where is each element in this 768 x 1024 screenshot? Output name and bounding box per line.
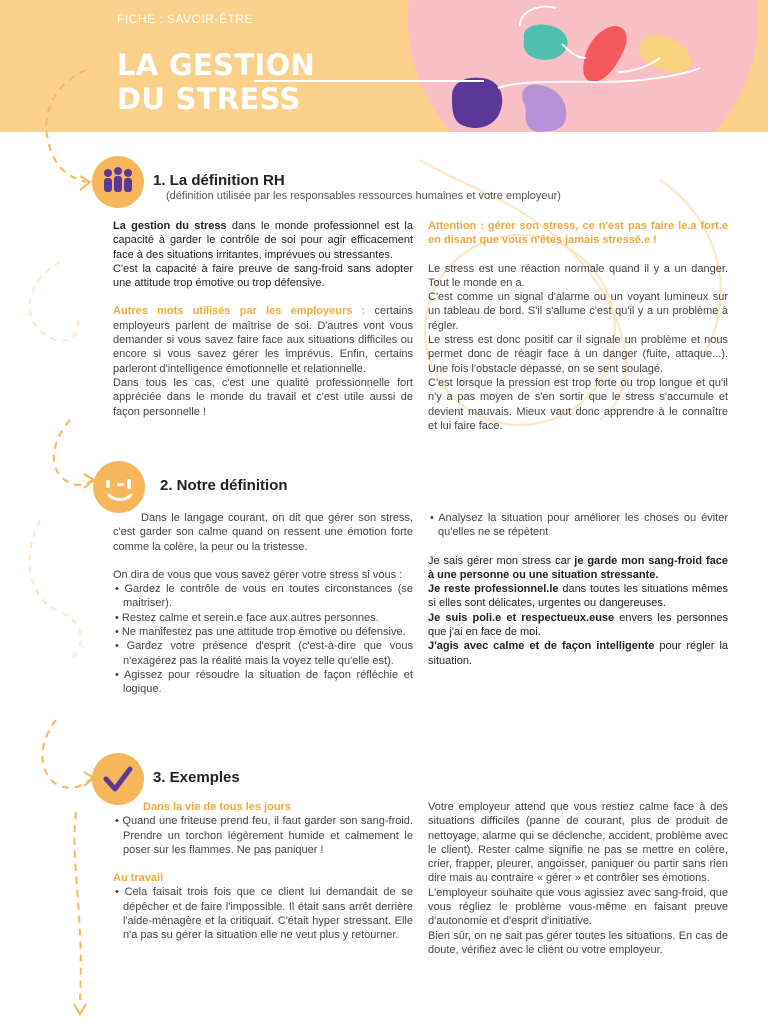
s1-other-words-text: certains employeurs parlent de maîtrise de soi. D'autres vont vous demander si vous savez faire face aux situations difficiles ou encore si vous savez gérer les imprévus. Enfin, certains parleront d'intelligence émotionnelle et relationnelle. xyxy=(113,305,413,375)
s1-definition: dans le monde professionnel est la capacité à garder le contrôle de soi pour agir efficacement face à des situations irritantes, imprévues ou stressantes. xyxy=(113,220,413,261)
s2-stmt4-b: pour régler la situation. xyxy=(428,640,728,667)
section-1-heading: 1. La définition RH xyxy=(153,172,285,189)
s2-bullet: • Gardez votre présence d'esprit (c'est-à-dire que vous n'exagérez pas la réalité mais la voyez telle qu'elle est). xyxy=(115,640,413,667)
section-3-right-column xyxy=(428,800,728,957)
s2-stmt4-a: J'agis avec calme et de façon intelligente xyxy=(428,640,655,653)
s2-stmt2-a: Je reste professionnel.le xyxy=(428,583,559,596)
title-line-2: DU STRESS xyxy=(117,82,301,116)
s3-bullet-daily: • Quand une friteuse prend feu, il faut garder son sang-froid. Prendre un torchon légèrement humide et calmement le poser sur les flammes. Ne pas paniquer ! xyxy=(115,815,413,856)
s3-bullet-work: • Cela faisait trois fois que ce client lui demandait de se dépêcher et de faire l'impossible. Il était sans arrêt derrière l'aide-ménagère et la critiquait. C'était hyper stressant. Elle n'a pas su gérer la situation elle ne veut plus y retourner. xyxy=(115,886,413,942)
s2-stmt3-b: envers les personnes que j'ai en face de moi. xyxy=(428,611,728,639)
section-2-heading: 2. Notre définition xyxy=(160,477,288,494)
s1-definition-2: C'est la capacité à faire preuve de sang-froid sans adopter une attitude trop émotive ou trop défensive. xyxy=(113,262,413,290)
s3-right-p2: L'employeur souhaite que vous agissiez avec sang-froid, que vous régliez le problème vous-même en faisant preuve d'autonomie et d'esprit d'initiative. xyxy=(428,886,728,928)
s1-right-p3: Le stress est donc positif car il signale un problème et nous permet donc de réagir face à un danger (fuite, attaque...). Une fois l'obstacle dépassé, on se sent soulagé. xyxy=(428,334,728,375)
s1-right-p4: C'est lorsque la pression est trop forte ou trop longue et qu'il n'y a pas moyen de s'en sortir que le stress s'accumule et devient mauvais. Mieux vaut donc apprendre à le connaître et lui faire face. xyxy=(428,376,728,432)
page-title xyxy=(117,48,315,116)
title-line-1: LA GESTION xyxy=(117,48,316,82)
s3-label-daily: Dans la vie de tous les jours xyxy=(143,801,291,813)
s2-bullet: • Agissez pour résoudre la situation de façon réfléchie et logique. xyxy=(115,668,413,696)
section-2-right-column xyxy=(428,511,728,668)
sheet-tag: FICHE : SAVOIR-ÊTRE xyxy=(117,12,253,26)
s2-stmt1-b: je garde mon sang-froid face à une personne ou une situation stressante. xyxy=(428,554,728,581)
header-pink-shape xyxy=(408,0,758,132)
s3-label-work: Au travail xyxy=(113,872,164,885)
s2-bullet: • Gardez le contrôle de vous en toutes circonstances (se maitriser). xyxy=(115,583,413,610)
s1-right-p2: C'est comme un signal d'alarme ou un voyant lumineux sur un tableau de bord. S'il s'allume c'est qu'il y a un problème à régler. xyxy=(428,291,728,332)
s2-stmt1-a: Je sais gérer mon stress car xyxy=(428,554,575,567)
section-1-right-column xyxy=(428,219,728,433)
s2-stmt2-b: dans toutes les situations mêmes si elles sont délicates, urgentes ou dangereuses. xyxy=(428,583,728,610)
people-icon xyxy=(92,156,144,208)
s1-other-words-label: Autres mots utilisés par les employeurs : xyxy=(113,305,366,318)
s2-right-bullet: • Analysez la situation pour améliorer les choses ou éviter qu'elles ne se répètent xyxy=(430,512,728,539)
section-3-left-column xyxy=(113,800,413,943)
smile-face-icon xyxy=(93,461,145,513)
s1-right-p1: Le stress est une réaction normale quand il y a un danger. Tout le monde en a. xyxy=(428,262,728,289)
s3-right-p3: Bien sûr, on ne sait pas gérer toutes les situations. En cas de doute, vérifiez avec le client ou votre employeur. xyxy=(428,929,728,956)
s2-p1: Dans le langage courant, on dit que gérer son stress, c'est garder son calme quand on ressent une émotion forte comme la colère, la peur ou la tristesse. xyxy=(113,512,413,553)
section-2-left-column xyxy=(113,511,413,697)
section-1-subtitle: (définition utilisée par les responsables ressources humaines et votre employeur) xyxy=(166,190,561,202)
s1-term: La gestion du stress xyxy=(113,220,227,232)
section-3-heading: 3. Exemples xyxy=(153,769,240,786)
s2-p2: On dira de vous que vous savez gérer votre stress si vous : xyxy=(113,568,403,581)
checkmark-icon xyxy=(92,753,144,805)
page-header xyxy=(0,0,768,132)
s2-bullet: • Restez calme et serein.e face aux autres personnes. xyxy=(115,611,379,624)
s2-stmt3-a: Je suis poli.e et respectueux.euse xyxy=(428,611,615,624)
s1-conclusion: Dans tous les cas, c'est une qualité professionnelle fort appréciée dans le monde du travail et c'est utile aussi de façon personnelle ! xyxy=(113,376,413,418)
s2-bullet: • Ne manifestez pas une attitude trop émotive ou défensive. xyxy=(115,626,406,639)
s1-attention: Attention : gérer son stress, ce n'est pas faire le.a fort.e en disant que vous n'êtes jamais stressé.e ! xyxy=(428,220,728,247)
s3-right-p1: Votre employeur attend que vous restiez calme face à des situations difficiles (panne de courant, plus de produit de nettoyage, alarme qui se déclenche, accident, problème avec le client). Rester calme signifie ne pas se mettre en colère, crier, frapper, pleurer, angoisser, paniquer ou partir sans rien dire mais au contraire « gérer » et contrôler ses émotions. xyxy=(428,801,728,885)
section-1-left-column xyxy=(113,219,413,419)
